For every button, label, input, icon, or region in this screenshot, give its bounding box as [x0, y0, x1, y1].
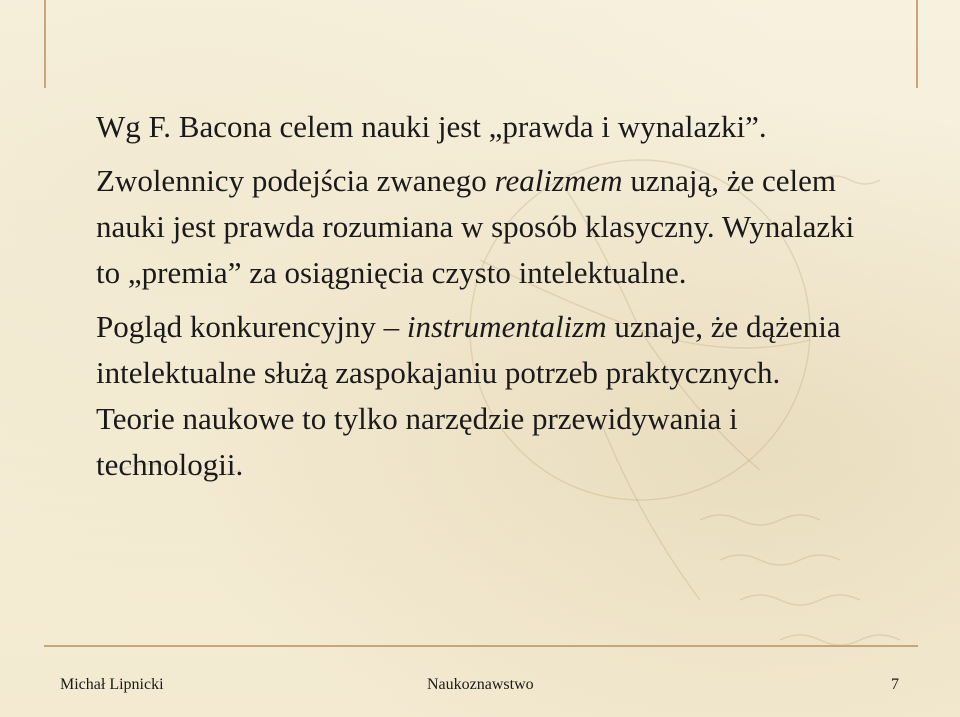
paragraph-realism	[96, 158, 856, 296]
frame-line-left	[44, 0, 46, 88]
footer-author: Michał Lipnicki	[60, 676, 164, 693]
paragraph-instrumentalism	[96, 304, 856, 488]
paragraph-bacon	[96, 104, 856, 150]
paragraph-text: Zwolennicy podejścia zwanego	[96, 163, 495, 198]
paragraph-text: uznają, że celem nauki jest prawda rozumiana w sposób klasyczny. Wynalazki to „premia” za osiągnięcia czysto intelektualne.	[96, 163, 855, 290]
paragraph-text: Wg F. Bacona celem nauki jest „prawda i wynalazki”.	[96, 109, 767, 144]
frame-line-right	[916, 0, 918, 88]
slide-body	[96, 104, 856, 496]
frame-line-bottom	[44, 645, 918, 647]
footer-course: Naukoznawstwo	[427, 676, 534, 693]
page-number: 7	[891, 676, 899, 693]
term-realism: realizmem	[494, 163, 623, 198]
paragraph-text: Pogląd konkurencyjny –	[96, 309, 407, 344]
paragraph-text: uznaje, że dążenia intelektualne służą zaspokajaniu potrzeb praktycznych. Teorie naukowe to tylko narzędzie przewidywania i technologii.	[96, 309, 841, 482]
term-instrumentalism: instrumentalizm	[406, 309, 607, 344]
